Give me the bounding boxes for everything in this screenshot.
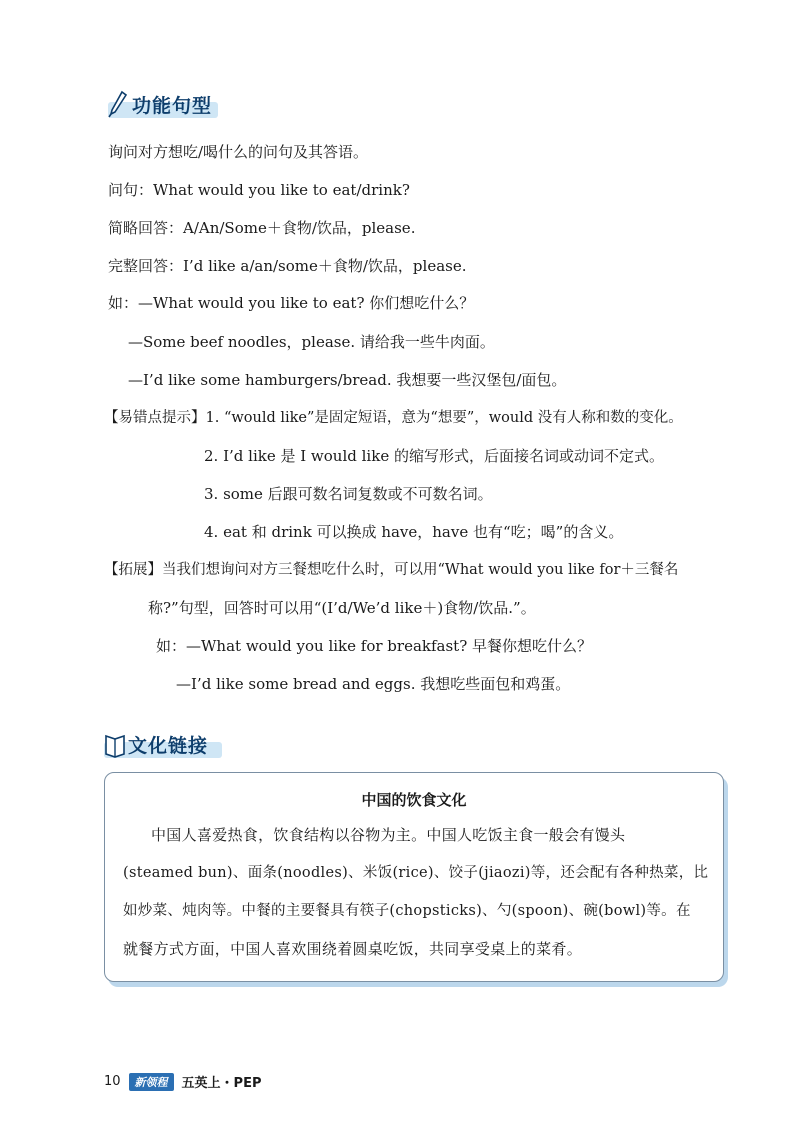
tip-line: 4. eat 和 drink 可以换成 have，have 也有“吃；喝”的含义。 — [204, 523, 624, 541]
series-logo: 新领程 — [129, 1073, 174, 1091]
page-footer — [104, 1072, 261, 1091]
extension-line: 【拓展】当我们想询问对方三餐想吃什么时，可以用“What would you like for＋三餐名 — [104, 562, 679, 578]
functional-line: —I’d like some hamburgers/bread. 我想要一些汉堡包/面包。 — [128, 371, 567, 389]
tip-line: 3. some 后跟可数名词复数或不可数名词。 — [204, 485, 493, 503]
tip-line: 【易错点提示】1. “would like”是固定短语，意为“想要”，would 没有人称和数的变化。 — [104, 410, 683, 426]
culture-box-title: 中国的饮食文化 — [361, 791, 467, 809]
culture-section-title: 文化链接 — [128, 734, 209, 757]
extension-line: —I’d like some bread and eggs. 我想吃些面包和鸡蛋。 — [176, 675, 571, 693]
page-number: 10 — [104, 1074, 121, 1089]
tip-line: 2. I’d like 是 I would like 的缩写形式，后面接名词或动词不定式。 — [204, 447, 664, 465]
functional-section-header — [108, 90, 212, 118]
extension-line: 如：—What would you like for breakfast? 早餐你想吃什么？ — [156, 637, 593, 655]
culture-line: (steamed bun)、面条(noodles)、米饭(rice)、饺子(jiaozi)等，还会配有各种热菜，比 — [123, 865, 709, 881]
culture-line: 如炒菜、炖肉等。中餐的主要餐具有筷子(chopsticks)、勺(spoon)、碗(bowl)等。在 — [123, 903, 691, 919]
culture-box — [104, 772, 724, 982]
culture-line: 中国人喜爱热食，饮食结构以谷物为主。中国人吃饭主食一般会有馒头 — [151, 826, 626, 844]
book-icon — [104, 730, 126, 758]
functional-line: 简略回答：A/An/Some＋食物/饮品，please. — [108, 219, 416, 237]
culture-section-header — [104, 730, 208, 758]
functional-line: 完整回答：I’d like a/an/some＋食物/饮品，please. — [108, 257, 467, 275]
extension-line: 称?”句型，回答时可以用“(I’d/We’d like＋)食物/饮品.”。 — [148, 599, 536, 617]
culture-line: 就餐方式方面，中国人喜欢围绕着圆桌吃饭，共同享受桌上的菜肴。 — [123, 940, 583, 958]
functional-line: —Some beef noodles，please. 请给我一些牛肉面。 — [128, 333, 495, 351]
functional-line: 如：—What would you like to eat? 你们想吃什么？ — [108, 294, 475, 312]
pen-icon — [108, 90, 130, 118]
functional-line: 问句：What would you like to eat/drink? — [108, 181, 410, 199]
functional-line: 询问对方想吃/喝什么的问句及其答语。 — [108, 143, 369, 161]
book-label: 五英上・PEP — [181, 1076, 262, 1091]
functional-section-title: 功能句型 — [132, 94, 213, 117]
